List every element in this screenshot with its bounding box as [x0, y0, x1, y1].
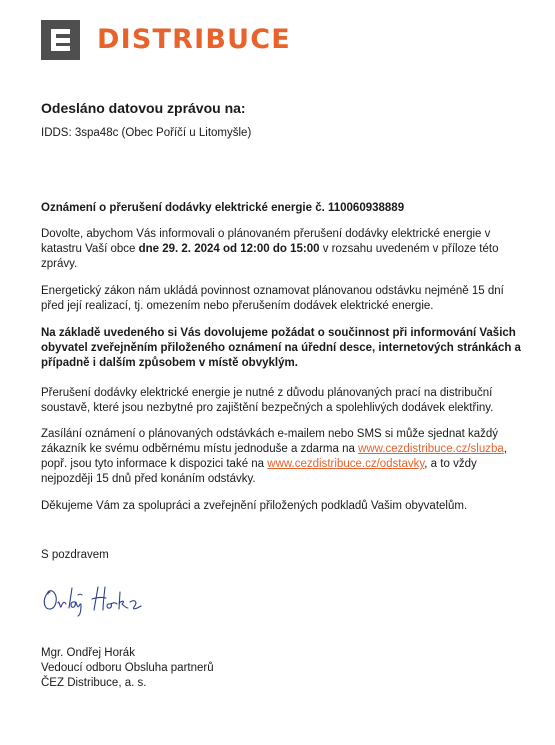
logo-text: DISTRIBUCE	[97, 24, 291, 55]
paragraph-announcement-end: v rozsahu uvedeném v příloze této zprávy.	[41, 243, 499, 270]
paragraph-legal: Energetický zákon nám ukládá povinnost oznamovat plánovanou odstávku nejméně 15 dní před její realizací, tj. omezením nebo přerušením dodávek elektrické energie.	[41, 285, 504, 312]
handwritten-signature	[40, 582, 170, 620]
notifications-text-3: , a to vždy nejpozději 15 dnů před konáním odstávky.	[41, 458, 477, 485]
paragraph-request: Na základě uvedeného si Vás dovolujeme požádat o součinnost při informování Vašich obyvatel zveřejněním přiloženého oznámení na úřední desce, internetových stránkách a případně i dalším způsobem v místě obvyklým.	[41, 327, 521, 369]
paragraph-announcement	[41, 227, 521, 272]
link-odstavky[interactable]: www.cezdistribuce.cz/odstavky	[267, 458, 425, 470]
notifications-text-1: Zasílání oznámení o plánovaných odstávkách e-mailem nebo SMS si může sjednat každý zákazník ke svému odběrnému místu jednoduše a zdarma na	[41, 428, 499, 455]
outage-date-time: dne 29. 2. 2024 od 12:00 do 15:00	[138, 243, 320, 255]
signatory-name: Mgr. Ondřej Horák	[41, 647, 135, 659]
greeting: S pozdravem	[41, 549, 109, 561]
company-logo	[41, 20, 291, 60]
paragraph-reason: Přerušení dodávky elektrické energie je nutné z důvodu plánovaných prací na distribuční soustavě, které jsou nezbytné pro zajištění bezpečných a spolehlivých dodávek elektřiny.	[41, 387, 494, 414]
link-sluzba[interactable]: www.cezdistribuce.cz/sluzba	[358, 443, 504, 455]
signatory-company: ČEZ Distribuce, a. s.	[41, 677, 147, 689]
cez-logo-icon	[41, 20, 80, 60]
subject: Oznámení o přerušení dodávky elektrické energie č. 110060938889	[41, 202, 405, 214]
notifications-text-2: , popř. jsou tyto informace k dispozici také na	[41, 443, 507, 470]
heading: Odesláno datovou zprávou na:	[41, 100, 246, 116]
signatory-title: Vedoucí odboru Obsluha partnerů	[41, 662, 214, 674]
paragraph-notifications	[41, 427, 521, 487]
paragraph-thanks: Děkujeme Vám za spolupráci a zveřejnění přiložených podkladů Vašim obyvatelům.	[41, 500, 468, 512]
paragraph-announcement-text: Dovolte, abychom Vás informovali o plánovaném přerušení dodávky elektrické energie v katastru Vaší obce	[41, 228, 491, 255]
recipient: IDDS: 3spa48c (Obec Poříčí u Litomyšle)	[41, 127, 252, 139]
